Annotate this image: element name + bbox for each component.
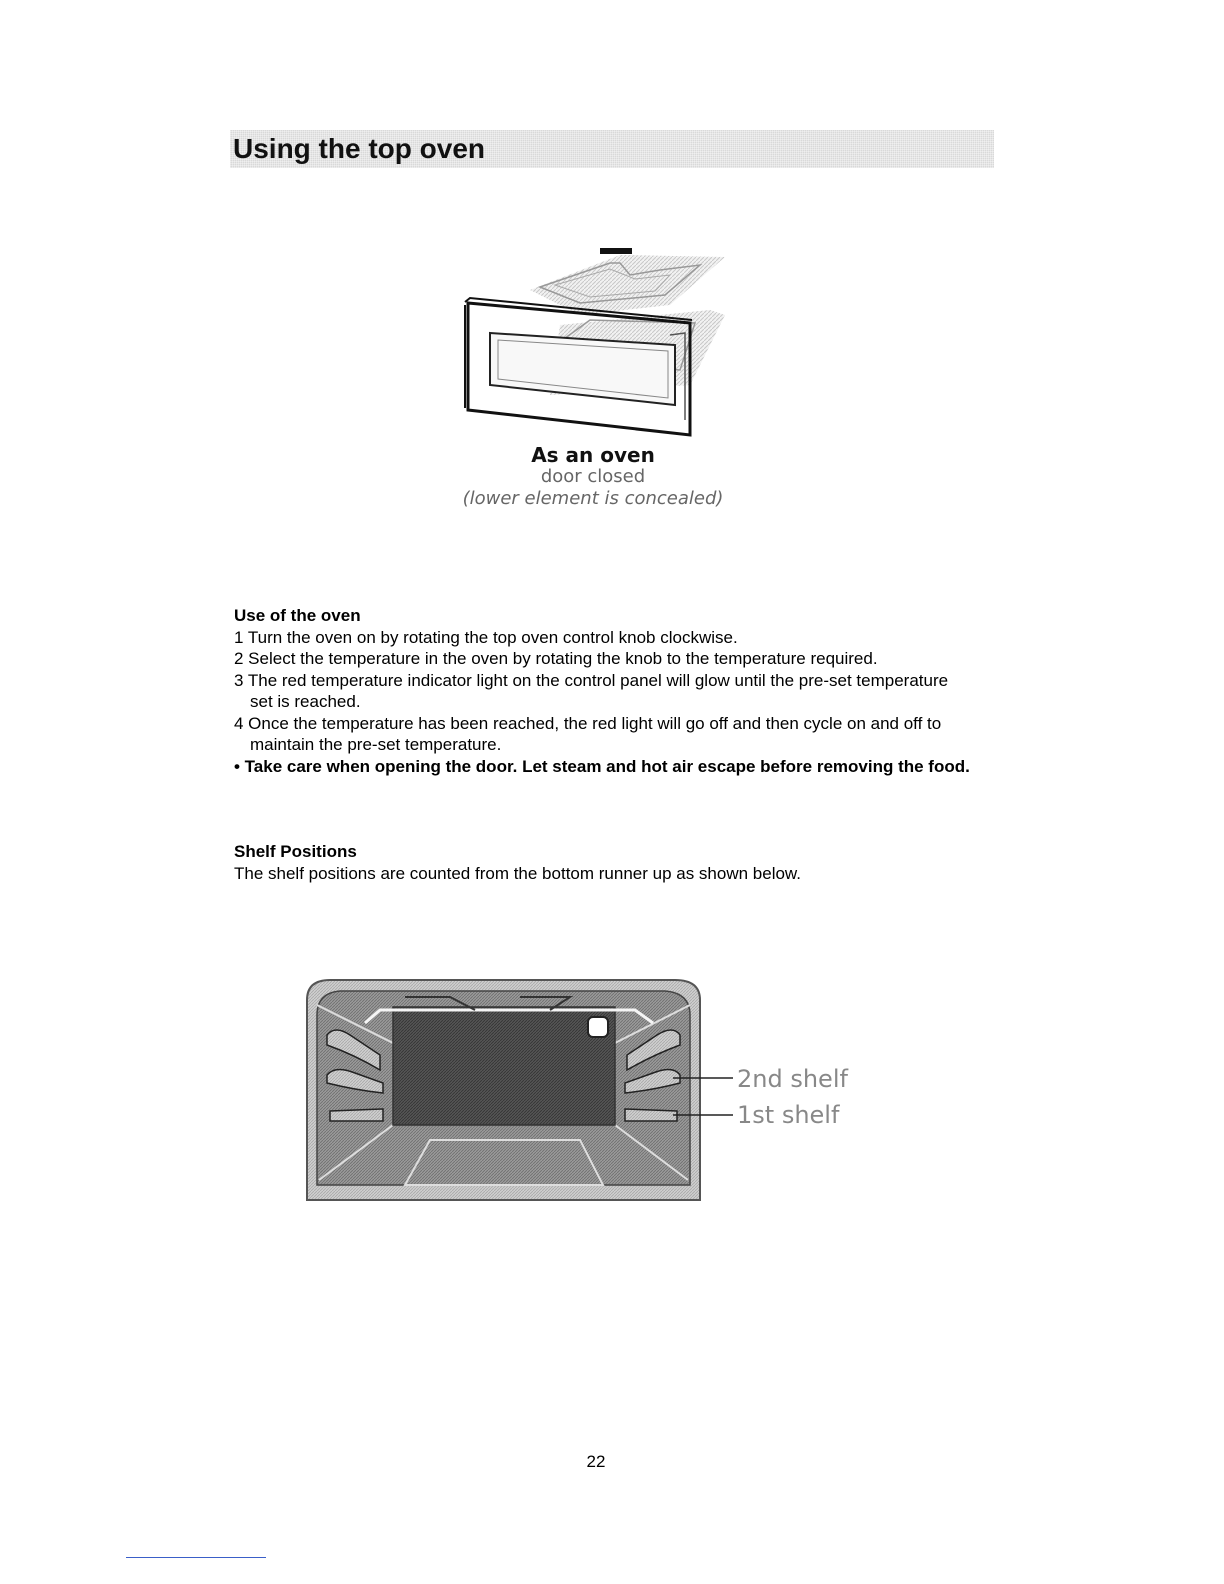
shelf-positions-section [234, 841, 974, 884]
page-number: 22 [586, 1452, 606, 1471]
shelf-label-2nd: 2nd shelf [737, 1065, 848, 1093]
shelf-positions-heading: Shelf Positions [234, 842, 357, 861]
step-3: 3 The red temperature indicator light on the control panel will glow until the pre-set temperature set is reached. [234, 670, 949, 711]
step-1: 1 Turn the oven on by rotating the top oven control knob clockwise. [234, 627, 738, 647]
oven-door-closed-illustration [460, 245, 730, 445]
section-title-bar [230, 130, 994, 168]
figure-caption-note: (lower element is concealed) [462, 488, 724, 509]
shelf-label-1st: 1st shelf [737, 1101, 840, 1129]
page-title: Using the top oven [233, 133, 485, 164]
figure-caption-title: As an oven [531, 443, 655, 467]
use-of-oven-section [234, 605, 974, 777]
figure-caption-subtitle: door closed [540, 466, 646, 487]
step-2: 2 Select the temperature in the oven by rotating the knob to the temperature required. [234, 649, 878, 668]
oven-interior-shelf-diagram [305, 975, 865, 1205]
shelf-positions-text: The shelf positions are counted from the bottom runner up as shown below. [234, 863, 801, 883]
step-4: 4 Once the temperature has been reached, the red light will go off and then cycle on and off to maintain the pre-set temperature. [234, 713, 942, 754]
use-of-oven-heading: Use of the oven [234, 606, 361, 625]
safety-warning: • Take care when opening the door. Let steam and hot air escape before removing the food. [234, 756, 970, 776]
footer-rule [126, 1557, 266, 1558]
